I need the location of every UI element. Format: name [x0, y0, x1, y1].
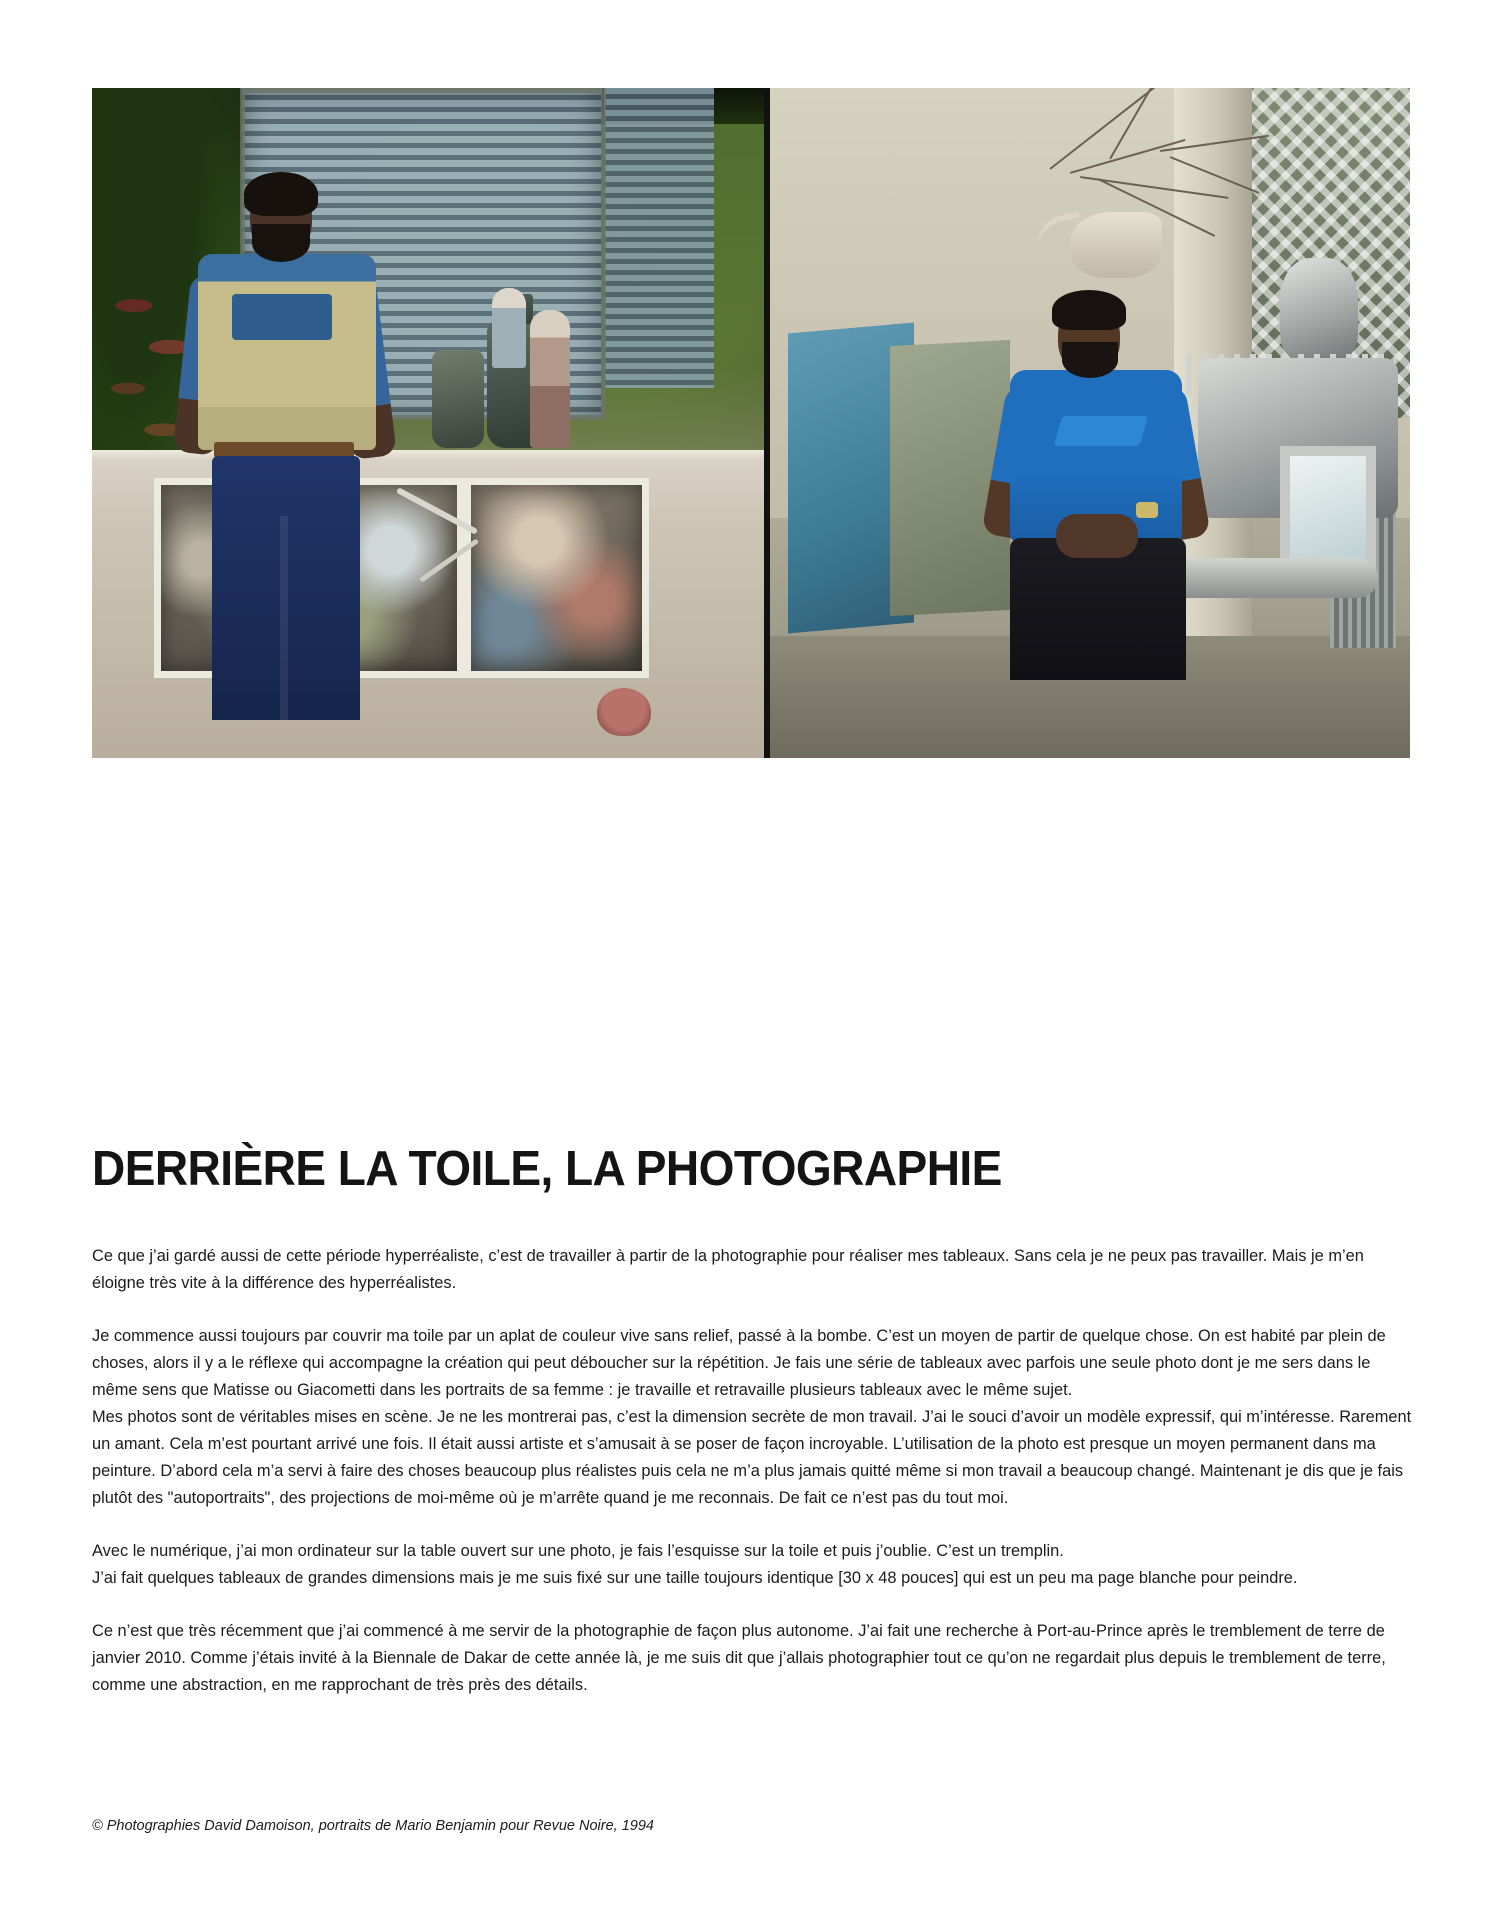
clasped-hands — [1056, 514, 1138, 558]
beard — [252, 224, 310, 262]
sculpture-mirror — [1280, 446, 1376, 574]
trousers — [212, 456, 360, 720]
religious-statue-small — [492, 288, 526, 368]
paragraph: Ce que j’ai gardé aussi de cette période hyperréaliste, c’est de travailler à partir de la photographie pour réaliser mes tableaux. Sans cela je ne peux pas travailler. Mais je m’en éloigne très vite à la différence des hyperréalistes. — [92, 1247, 1364, 1292]
photo-credit: © Photographies David Damoison, portraits de Mario Benjamin pour Revue Noire, 1994 — [92, 1818, 654, 1834]
glass-jug-small — [432, 350, 484, 448]
paragraph: Je commence aussi toujours par couvrir ma toile par un aplat de couleur vive sans relief, passé à la bombe. C’est un moyen de partir de quelque chose. On est habité par plein de choses, alors il y a le réflexe qui accompagne la création qui peut déboucher sur la répétition. Je fais une série de tableaux avec parfois une seule photo dont je me sers dans le même sens que Matisse ou Giacometti dans les portraits de sa femme : je travaille et retravaille plusieurs tableaux avec le même sujet. Mes photos sont de véritables mises en scène. Je ne les montrerai pas, c’est la dimension secrète de mon travail. J’ai le souci d’avoir un modèle expressif, qui m’intéresse. Rarement un amant. Cela m’est pourtant arrivé une fois. Il était aussi artiste et s’amusait à se poser de façon incroyable. L’utilisation de la photo est presque un moyen permanent dans ma peinture. D’abord cela m’a servi à faire des choses beaucoup plus réalistes puis cela ne m’a plus jamais quitté même si mon travail a beaucoup changé. Maintenant je dis que je fais plutôt des "autoportraits", des projections de moi-même où je m’arrête quand je me reconnais. De fait ce n’est pas du tout moi. — [92, 1327, 1412, 1507]
paragraph: Avec le numérique, j’ai mon ordinateur sur la table ouvert sur une photo, je fais l’esquisse sur la toile et puis j’oublie. C’est un tremplin. J’ai fait quelques tableaux de grandes dimensions mais je me suis fixé sur une taille toujours identique [30 x 48 pouces] qui est un peu ma page blanche pour peindre. — [92, 1542, 1298, 1587]
shirt — [198, 254, 376, 450]
sculpture-head — [1280, 258, 1358, 362]
photo-diptych — [92, 88, 1410, 758]
hair — [244, 172, 318, 216]
standing-man-figure — [188, 180, 410, 720]
hair — [1052, 290, 1126, 330]
mask-object — [597, 688, 651, 736]
photo-right — [770, 88, 1410, 758]
wristwatch — [1136, 502, 1158, 518]
page-title: DERRIÈRE LA TOILE, LA PHOTOGRAPHIE — [92, 1141, 1002, 1196]
shirt-graphic — [1054, 416, 1149, 446]
religious-statue — [530, 310, 570, 448]
paragraph: Ce n’est que très récemment que j’ai commencé à me servir de la photographie de façon plus autonome. J’ai fait une recherche à Port-au-Prince après le tremblement de terre de janvier 2010. Comme j’étais invité à la Biennale de Dakar de cette année là, je me suis dit que j’allais photographier tout ce qu’on ne regardait plus depuis le tremblement de terre, comme une abstraction, en me rapprochant de très près des détails. — [92, 1622, 1386, 1694]
jalousie-window-secondary — [604, 88, 714, 388]
photo-left — [92, 88, 764, 758]
assemblage-case-3 — [464, 478, 649, 678]
shirt-chest-panel — [232, 294, 332, 340]
article-body — [92, 1243, 1414, 1699]
animal-skull — [1070, 212, 1162, 278]
trousers — [1010, 538, 1186, 680]
beard — [1062, 342, 1118, 378]
seated-man-figure — [1006, 300, 1196, 680]
